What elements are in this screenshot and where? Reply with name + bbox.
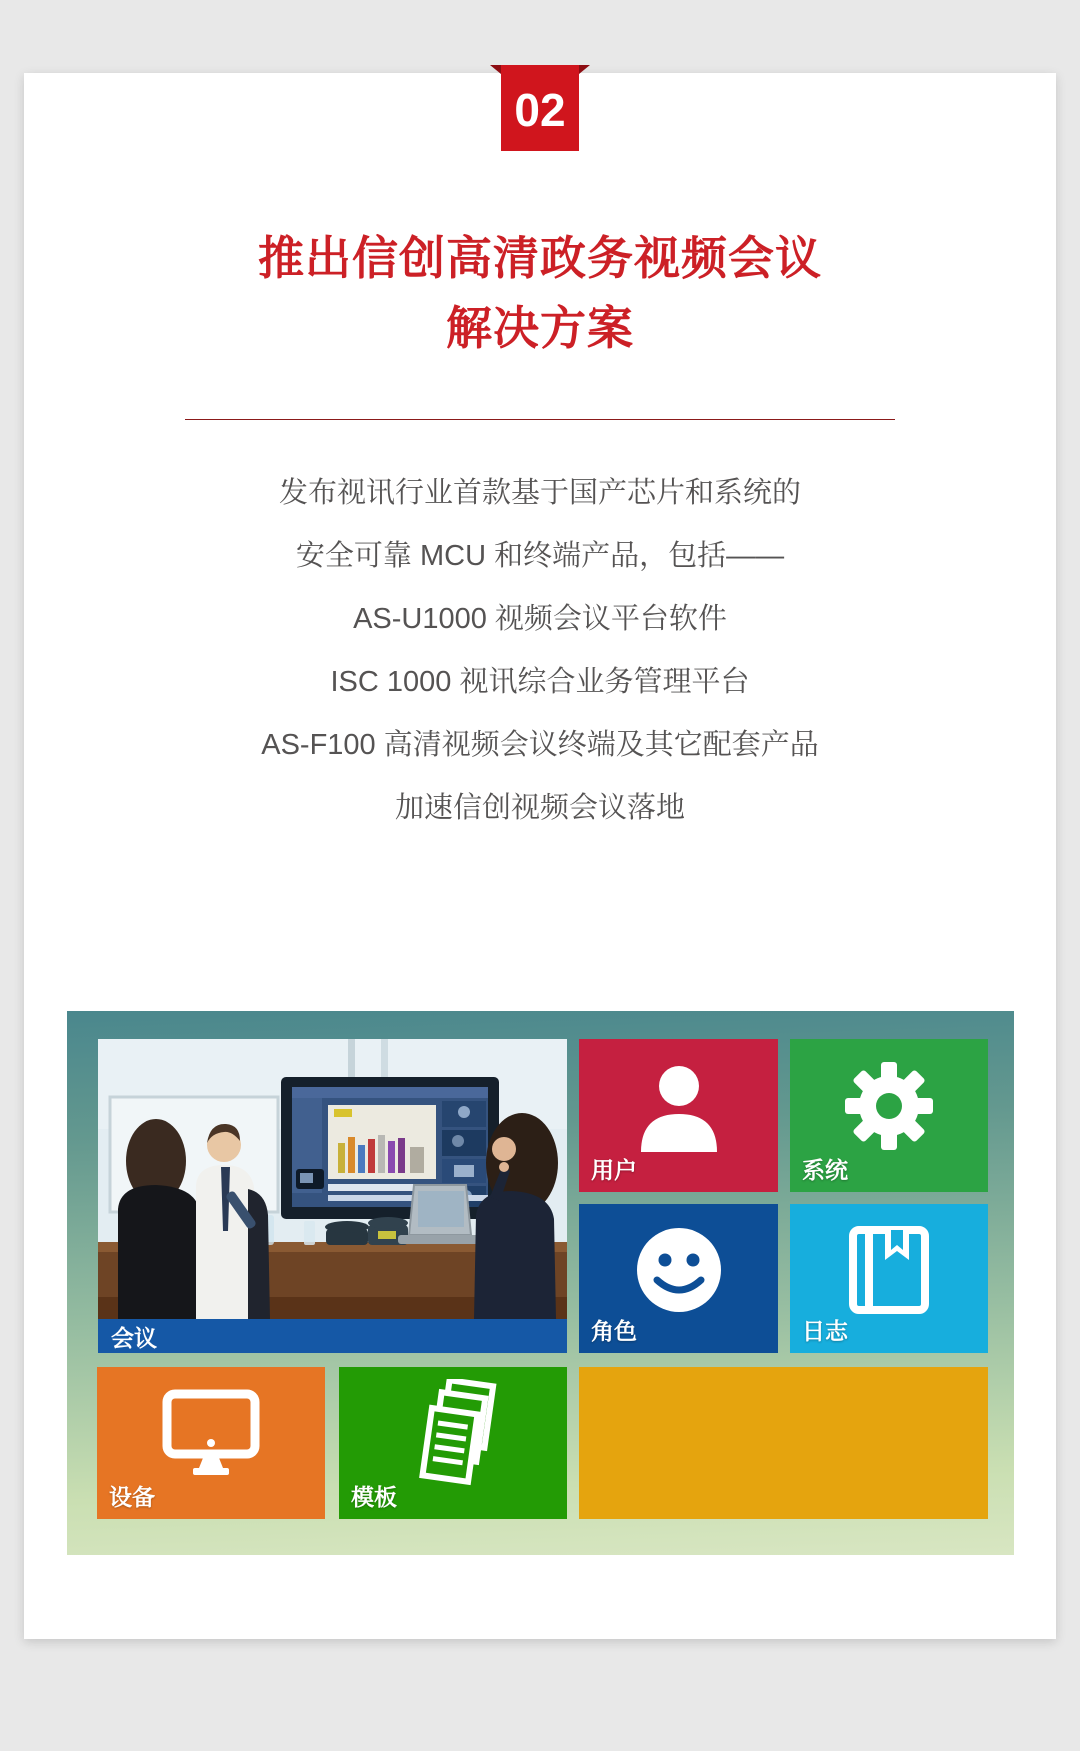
section-number: 02: [514, 84, 566, 136]
intro-line: 发布视讯行业首款基于国产芯片和系统的: [278, 477, 801, 509]
dashboard-image: [67, 1011, 1014, 1555]
intro-line: AS-U1000 视频会议平台软件: [353, 603, 727, 635]
tile-log: [790, 1204, 988, 1353]
tile-meeting: [98, 1039, 567, 1353]
tile-template: [339, 1367, 567, 1519]
tile-device: [97, 1367, 325, 1519]
tile-blank: [579, 1367, 988, 1519]
tile-label: 模板: [351, 1484, 397, 1510]
tile-label: 系统: [802, 1157, 848, 1183]
tile-system: [790, 1039, 988, 1192]
tile-label: 角色: [591, 1318, 637, 1344]
intro-line: 安全可靠 MCU 和终端产品，包括——: [295, 540, 785, 572]
tile-label: 会议: [111, 1324, 157, 1351]
page-title-line2: 解决方案: [446, 302, 634, 354]
content-card: [24, 73, 1056, 1639]
page-title-line1: 推出信创高清政务视频会议: [258, 232, 822, 284]
smiley-icon: [633, 1224, 725, 1316]
tile-user: [579, 1039, 778, 1192]
documents-icon: [403, 1379, 503, 1489]
user-icon: [631, 1060, 727, 1152]
tile-label: 用户: [591, 1157, 637, 1183]
monitor-icon: [159, 1388, 263, 1480]
gear-icon: [841, 1058, 937, 1154]
section-badge: [501, 65, 579, 151]
tile-label: 日志: [802, 1318, 848, 1344]
intro-line: AS-F100 高清视频会议终端及其它配套产品: [261, 729, 819, 761]
page-title: [64, 223, 1016, 363]
meeting-photo: [98, 1039, 567, 1319]
tile-role: [579, 1204, 778, 1353]
book-icon: [847, 1224, 931, 1316]
title-divider: [185, 419, 895, 420]
meeting-label-bar: [98, 1319, 567, 1353]
intro-paragraph: [44, 462, 1036, 840]
intro-line: ISC 1000 视讯综合业务管理平台: [330, 666, 750, 698]
intro-line: 加速信创视频会议落地: [394, 792, 685, 824]
tile-label: 设备: [109, 1484, 155, 1510]
